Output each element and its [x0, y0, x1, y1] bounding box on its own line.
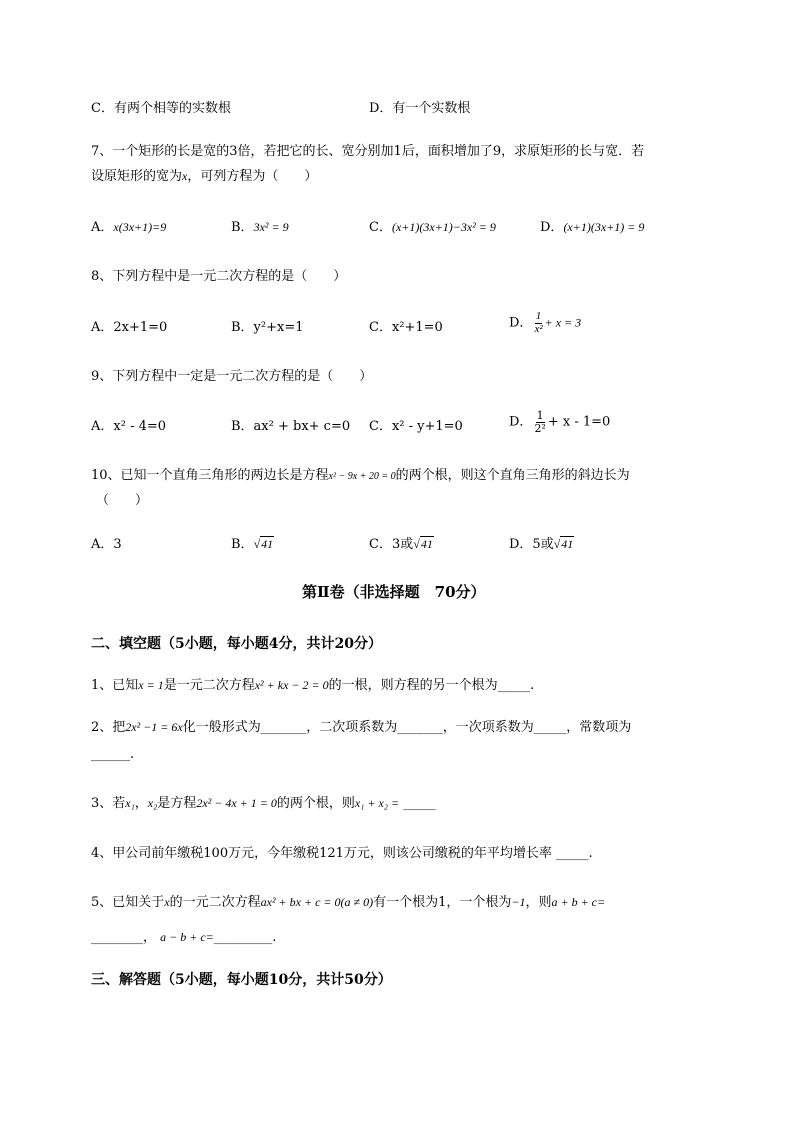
fill-question-2-line2: ______.: [91, 747, 135, 762]
fraction: $\frac{1}{\text{x²}}$: [534, 310, 543, 335]
q10-option-c: C．3或√41: [369, 537, 433, 552]
fill-question-4: 4、甲公司前年缴税100万元，今年缴税121万元，则该公司缴税的年平均增长率 _____.: [91, 846, 593, 861]
q10-option-b: B．√41: [231, 537, 274, 552]
q6-option-d: D．有一个实数根: [369, 101, 471, 116]
section-title: 第Ⅱ卷（非选择题 70分）: [302, 583, 486, 601]
sqrt-symbol: √41: [253, 537, 274, 551]
sqrt-symbol: √41: [413, 537, 433, 551]
q10-stem-line2: （ ）: [96, 493, 149, 508]
q8-option-c: C．x²+1=0: [369, 320, 443, 335]
q7-option-c: C．(x+1)(3x+1)−3x² = 9: [369, 220, 496, 235]
q7-option-d: D．(x+1)(3x+1) = 9: [540, 220, 645, 235]
q9-option-a: A．x² - 4=0: [91, 419, 167, 434]
q8-stem: 8、下列方程中是一元二次方程的是（ ）: [91, 269, 347, 284]
fill-question-3: 3、若x₁，x₂是方程2x² − 4x + 1 = 0的两个根，则x₁ + x₂ = _____: [91, 796, 436, 811]
fill-question-5-line2: ________， a − b + c=_________.: [91, 930, 277, 945]
q7-option-a: A．x(3x+1)=9: [91, 220, 167, 235]
fill-question-1: 1、已知x = 1是一元二次方程x² + kx − 2 = 0的一根，则方程的另一个根为_____.: [91, 678, 535, 693]
q7-option-b: B．3x² = 9: [231, 220, 289, 235]
fill-question-5: 5、已知关于x的一元二次方程ax² + bx + c = 0(a ≠ 0)有一个根为1，一个根为−1，则a + b + c=: [91, 895, 606, 910]
q10-stem-line1: 10、已知一个直角三角形的两边长是方程x² − 9x + 20 = 0的两个根，则这个直角三角形的斜边长为: [91, 468, 630, 483]
q9-option-d: D． $\frac{1}{\text{2²}}$ + x - 1=0: [509, 409, 611, 435]
q9-stem: 9、下列方程中一定是一元二次方程的是（ ）: [91, 369, 373, 384]
fraction: $\frac{1}{\text{2²}}$: [534, 409, 546, 435]
q10-option-d: D．5或√41: [509, 537, 574, 552]
q7-stem-line1: 7、一个矩形的长是宽的3倍，若把它的长、宽分别加1后，面积增加了9，求原矩形的长与宽．若: [91, 144, 645, 159]
part3-heading: 三、解答题（5小题，每小题10分，共计50分）: [91, 972, 392, 988]
q8-option-d: D． $\frac{1}{\text{x²}}$ + x = 3: [509, 310, 582, 335]
q9-option-b: B．ax² + bx+ c=0: [231, 419, 351, 434]
fill-question-2: 2、把2x² −1 = 6x化一般形式为_______，二次项系数为_______，一次项系数为_____，常数项为: [91, 720, 632, 735]
q7-stem-line2: 设原矩形的宽为x，可列方程为（ ）: [91, 169, 318, 184]
q10-option-a: A．3: [91, 537, 122, 552]
q6-option-c: C．有两个相等的实数根: [91, 101, 231, 116]
q8-option-b: B．y²+x=1: [231, 320, 304, 335]
sqrt-symbol: √41: [553, 537, 574, 551]
q9-option-c: C．x² - y+1=0: [369, 419, 463, 434]
part2-heading: 二、填空题（5小题，每小题4分，共计20分）: [91, 636, 382, 652]
q8-option-a: A．2x+1=0: [91, 320, 168, 335]
